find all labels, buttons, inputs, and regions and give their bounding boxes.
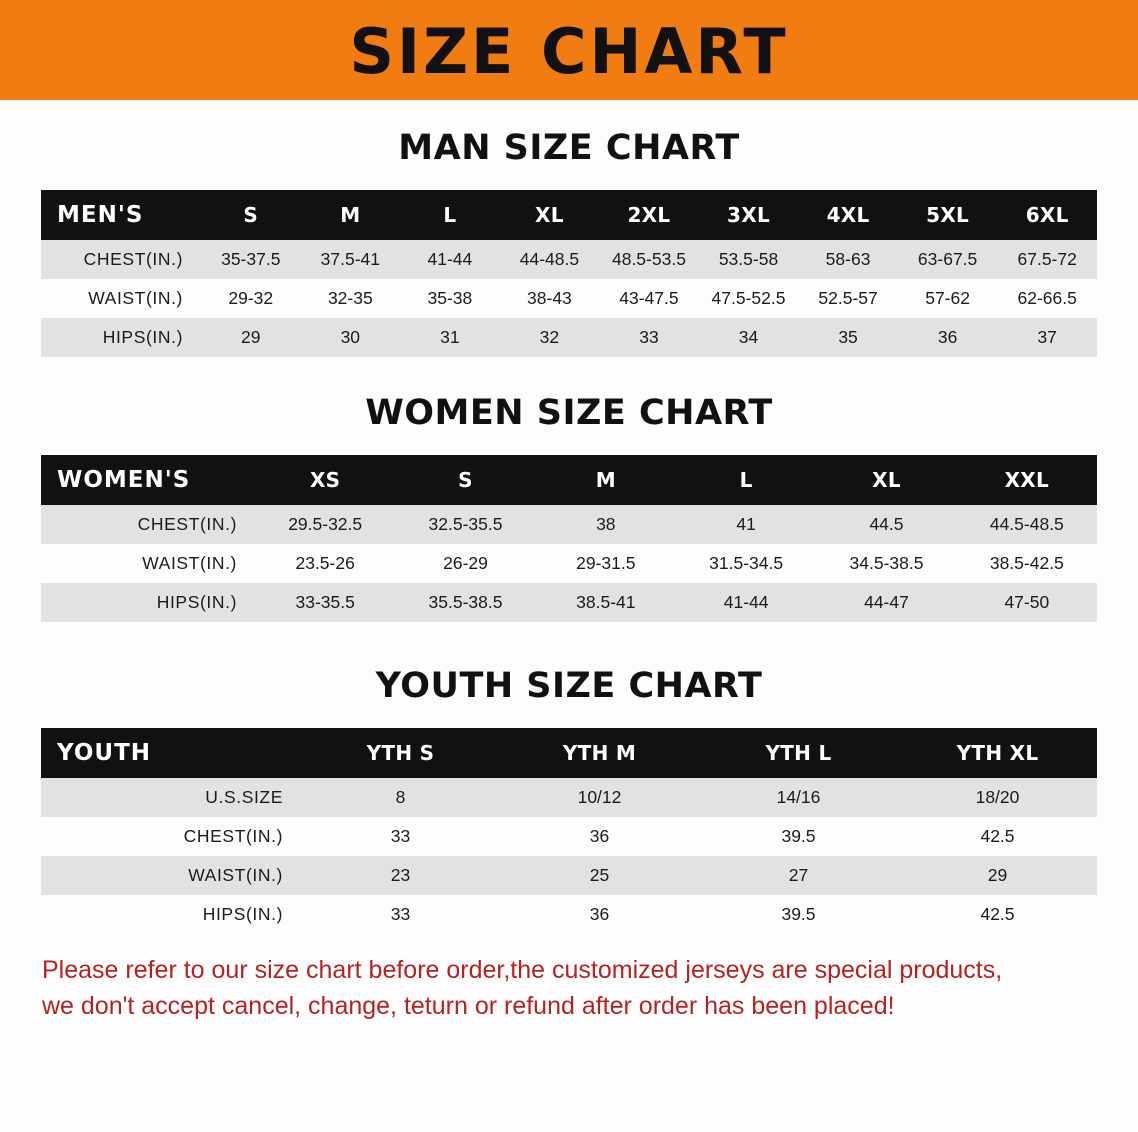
man-cell-0-1: 37.5-41: [301, 240, 401, 279]
man-cell-1-5: 47.5-52.5: [699, 279, 799, 318]
women-cell-2-3: 41-44: [676, 583, 816, 622]
youth-table-wrap: [41, 728, 1097, 934]
man-col-header-7: 4XL: [798, 190, 898, 240]
women-cell-2-5: 47-50: [957, 583, 1097, 622]
women-cell-2-1: 35.5-38.5: [395, 583, 535, 622]
women-col-header-1: XS: [255, 455, 395, 505]
women-cell-0-1: 32.5-35.5: [395, 505, 535, 544]
youth-cell-2-1: 25: [500, 856, 699, 895]
youth-cell-0-0: 8: [301, 778, 500, 817]
youth-cell-2-3: 29: [898, 856, 1097, 895]
policy-note-line1: Please refer to our size chart before order,the customized jerseys are special products,: [42, 956, 1003, 984]
women-table-body: [41, 505, 1097, 622]
table-row: [41, 544, 1097, 583]
youth-cell-0-3: 18/20: [898, 778, 1097, 817]
table-row: [41, 895, 1097, 934]
women-row-label-0: CHEST(IN.): [41, 505, 255, 544]
man-cell-1-8: 62-66.5: [997, 279, 1097, 318]
youth-cell-2-0: 23: [301, 856, 500, 895]
women-row-label-2: HIPS(IN.): [41, 583, 255, 622]
man-header-row: [41, 190, 1097, 240]
man-cell-0-5: 53.5-58: [699, 240, 799, 279]
man-table-wrap: [41, 190, 1097, 357]
women-cell-0-2: 38: [536, 505, 676, 544]
man-table-head: [41, 190, 1097, 240]
policy-note: [42, 952, 1096, 1025]
man-cell-0-6: 58-63: [798, 240, 898, 279]
table-row: [41, 279, 1097, 318]
women-col-header-3: M: [536, 455, 676, 505]
youth-col-header-3: YTH L: [699, 728, 898, 778]
table-row: [41, 856, 1097, 895]
women-cell-0-5: 44.5-48.5: [957, 505, 1097, 544]
women-row-label-1: WAIST(IN.): [41, 544, 255, 583]
man-cell-1-3: 38-43: [500, 279, 600, 318]
women-cell-2-4: 44-47: [816, 583, 956, 622]
man-table-body: [41, 240, 1097, 357]
youth-col-header-4: YTH XL: [898, 728, 1097, 778]
women-cell-0-3: 41: [676, 505, 816, 544]
man-col-header-3: L: [400, 190, 500, 240]
man-row-label-0: CHEST(IN.): [41, 240, 201, 279]
women-cell-1-2: 29-31.5: [536, 544, 676, 583]
table-row: [41, 505, 1097, 544]
women-cell-1-0: 23.5-26: [255, 544, 395, 583]
women-col-header-2: S: [395, 455, 535, 505]
man-cell-2-6: 35: [798, 318, 898, 357]
table-row: [41, 240, 1097, 279]
policy-note-line2: we don't accept cancel, change, teturn or refund after order has been placed!: [42, 992, 895, 1021]
man-cell-0-0: 35-37.5: [201, 240, 301, 279]
man-size-table: [41, 190, 1097, 357]
youth-cell-0-1: 10/12: [500, 778, 699, 817]
man-cell-2-2: 31: [400, 318, 500, 357]
youth-section-heading: YOUTH SIZE CHART: [375, 666, 763, 706]
man-cell-0-7: 63-67.5: [898, 240, 998, 279]
youth-size-table: [41, 728, 1097, 934]
women-cell-1-3: 31.5-34.5: [676, 544, 816, 583]
women-size-table: [41, 455, 1097, 622]
man-col-header-1: S: [201, 190, 301, 240]
man-col-header-5: 2XL: [599, 190, 699, 240]
women-section-heading: WOMEN SIZE CHART: [365, 393, 773, 433]
youth-row-label-2: WAIST(IN.): [41, 856, 301, 895]
man-cell-2-3: 32: [500, 318, 600, 357]
man-row-label-1: WAIST(IN.): [41, 279, 201, 318]
man-cell-2-8: 37: [997, 318, 1097, 357]
man-cell-0-2: 41-44: [400, 240, 500, 279]
youth-cell-1-3: 42.5: [898, 817, 1097, 856]
women-cell-0-0: 29.5-32.5: [255, 505, 395, 544]
youth-table-head: [41, 728, 1097, 778]
man-cell-0-3: 44-48.5: [500, 240, 600, 279]
youth-row-label-3: HIPS(IN.): [41, 895, 301, 934]
women-cell-1-1: 26-29: [395, 544, 535, 583]
women-col-header-4: L: [676, 455, 816, 505]
man-cell-0-4: 48.5-53.5: [599, 240, 699, 279]
youth-cell-2-2: 27: [699, 856, 898, 895]
youth-col-header-1: YTH S: [301, 728, 500, 778]
women-cell-2-0: 33-35.5: [255, 583, 395, 622]
women-col-header-5: XL: [816, 455, 956, 505]
table-row: [41, 778, 1097, 817]
man-cell-1-6: 52.5-57: [798, 279, 898, 318]
man-cell-2-0: 29: [201, 318, 301, 357]
youth-cell-3-1: 36: [500, 895, 699, 934]
table-row: [41, 583, 1097, 622]
man-row-label-2: HIPS(IN.): [41, 318, 201, 357]
man-cell-1-7: 57-62: [898, 279, 998, 318]
youth-row-label-0: U.S.SIZE: [41, 778, 301, 817]
women-col-header-6: XXL: [957, 455, 1097, 505]
man-col-header-2: M: [301, 190, 401, 240]
women-table-wrap: [41, 455, 1097, 622]
table-row: [41, 318, 1097, 357]
women-cell-1-5: 38.5-42.5: [957, 544, 1097, 583]
youth-cell-1-1: 36: [500, 817, 699, 856]
man-cell-0-8: 67.5-72: [997, 240, 1097, 279]
youth-cell-1-2: 39.5: [699, 817, 898, 856]
man-col-header-8: 5XL: [898, 190, 998, 240]
table-row: [41, 817, 1097, 856]
man-cell-1-2: 35-38: [400, 279, 500, 318]
man-cell-2-5: 34: [699, 318, 799, 357]
man-cell-2-7: 36: [898, 318, 998, 357]
youth-row-label-1: CHEST(IN.): [41, 817, 301, 856]
man-section-heading: MAN SIZE CHART: [398, 128, 740, 168]
man-col-header-4: XL: [500, 190, 600, 240]
man-cell-2-4: 33: [599, 318, 699, 357]
youth-cell-1-0: 33: [301, 817, 500, 856]
man-col-header-6: 3XL: [699, 190, 799, 240]
women-cell-2-2: 38.5-41: [536, 583, 676, 622]
women-cell-0-4: 44.5: [816, 505, 956, 544]
youth-cell-3-0: 33: [301, 895, 500, 934]
man-col-header-9: 6XL: [997, 190, 1097, 240]
man-cell-1-1: 32-35: [301, 279, 401, 318]
youth-header-row: [41, 728, 1097, 778]
women-cell-1-4: 34.5-38.5: [816, 544, 956, 583]
women-header-row: [41, 455, 1097, 505]
women-table-head: [41, 455, 1097, 505]
banner: [0, 0, 1138, 100]
man-cell-1-0: 29-32: [201, 279, 301, 318]
man-col-header-0: MEN'S: [41, 190, 201, 240]
youth-cell-3-2: 39.5: [699, 895, 898, 934]
man-cell-1-4: 43-47.5: [599, 279, 699, 318]
youth-table-body: [41, 778, 1097, 934]
women-col-header-0: WOMEN'S: [41, 455, 255, 505]
banner-title: SIZE CHART: [349, 15, 789, 88]
youth-cell-3-3: 42.5: [898, 895, 1097, 934]
youth-col-header-0: YOUTH: [41, 728, 301, 778]
man-cell-2-1: 30: [301, 318, 401, 357]
youth-cell-0-2: 14/16: [699, 778, 898, 817]
youth-col-header-2: YTH M: [500, 728, 699, 778]
